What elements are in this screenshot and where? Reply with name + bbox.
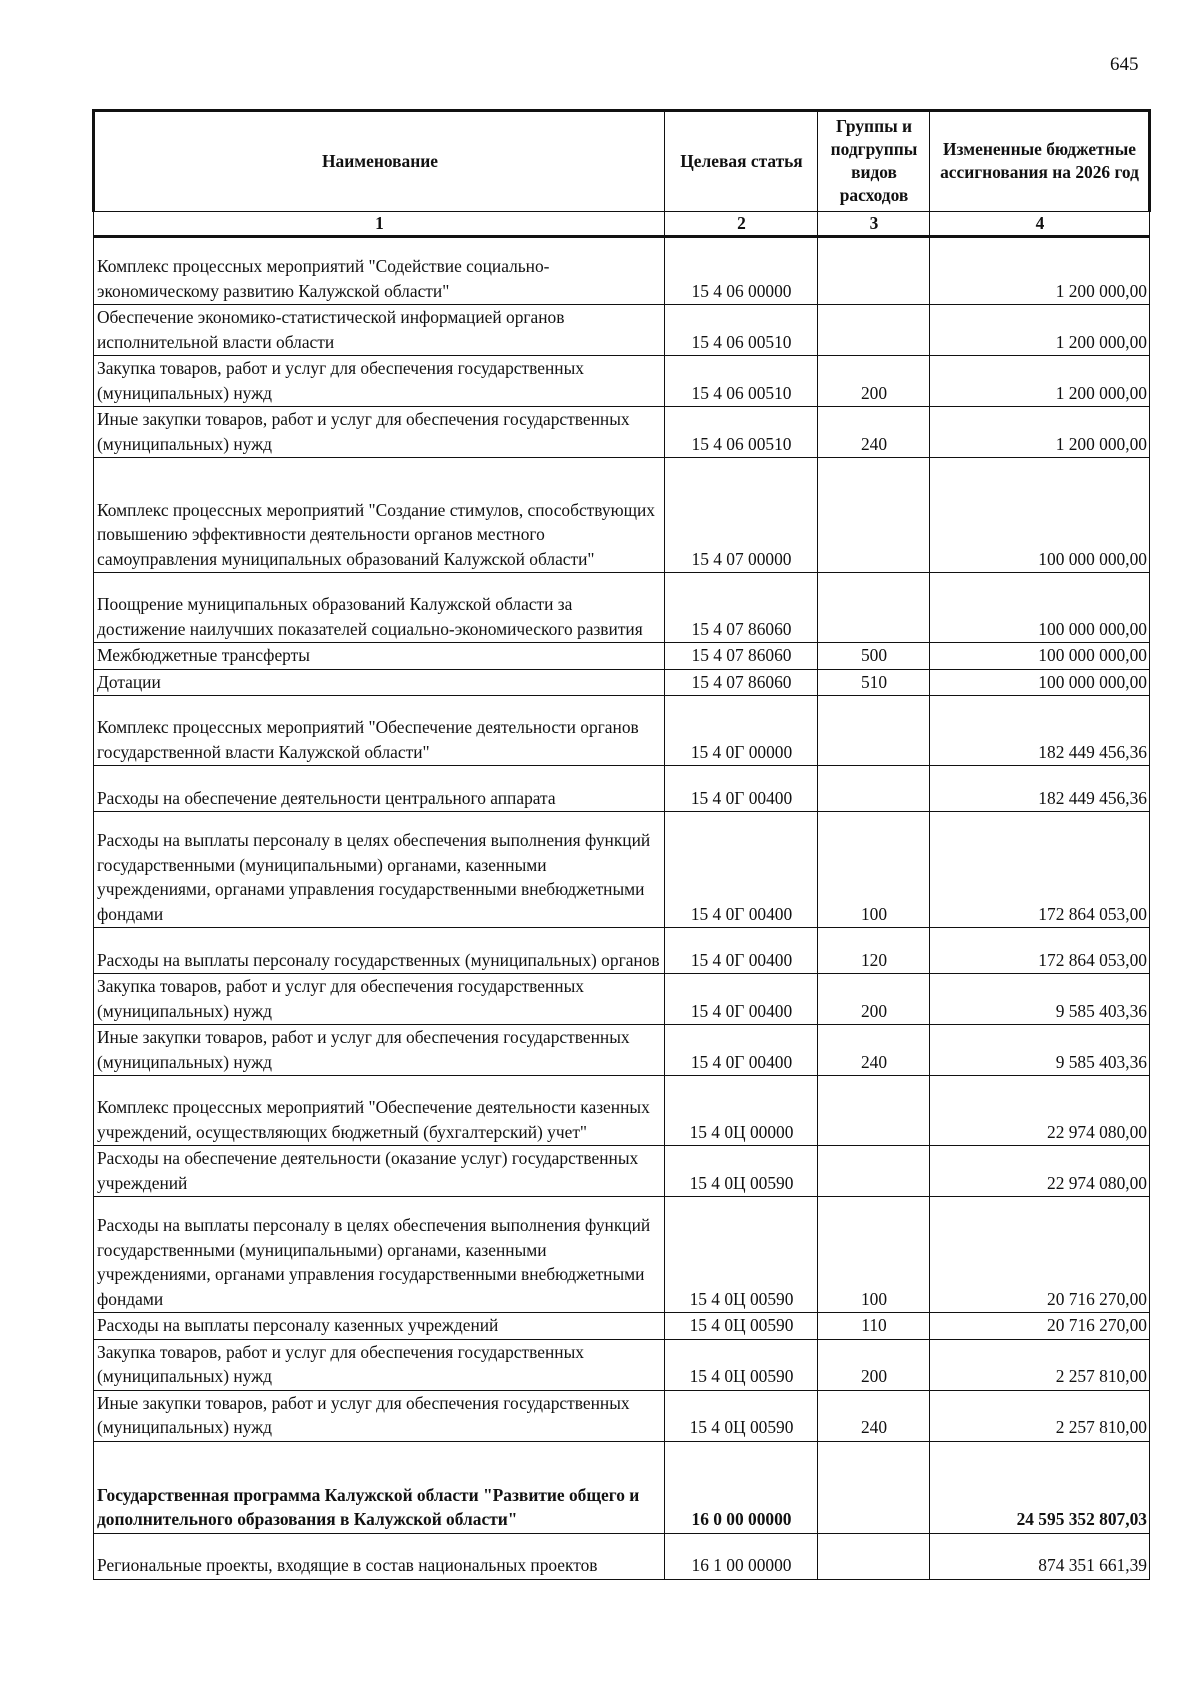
row-target-code: 15 4 0Г 00400: [665, 766, 818, 812]
row-expense-group: 100: [818, 1197, 930, 1313]
table-row: [94, 1313, 1150, 1340]
row-amount: 100 000 000,00: [930, 643, 1150, 670]
row-amount: 22 974 080,00: [930, 1076, 1150, 1146]
row-name: Расходы на выплаты персоналу казенных учреждений: [94, 1313, 665, 1340]
row-target-code: 15 4 06 00510: [665, 305, 818, 356]
row-expense-group: 240: [818, 1025, 930, 1076]
row-amount: 100 000 000,00: [930, 458, 1150, 573]
row-amount: 1 200 000,00: [930, 305, 1150, 356]
row-amount: 20 716 270,00: [930, 1313, 1150, 1340]
row-expense-group: [818, 573, 930, 643]
row-amount: 874 351 661,39: [930, 1533, 1150, 1579]
row-target-code: 15 4 0Г 00400: [665, 1025, 818, 1076]
row-amount: 1 200 000,00: [930, 237, 1150, 305]
row-target-code: 15 4 06 00000: [665, 237, 818, 305]
row-target-code: 15 4 0Ц 00590: [665, 1313, 818, 1340]
row-name: Региональные проекты, входящие в состав национальных проектов: [94, 1533, 665, 1579]
table-row: [94, 669, 1150, 696]
row-name: Иные закупки товаров, работ и услуг для обеспечения государственных (муниципальных) нужд: [94, 1390, 665, 1441]
column-number: 1: [94, 212, 665, 237]
table-row: [94, 1390, 1150, 1441]
table-column-numbers-row: [94, 212, 1150, 237]
table-row: [94, 1339, 1150, 1390]
table-row: [94, 1441, 1150, 1533]
row-amount: 1 200 000,00: [930, 407, 1150, 458]
row-expense-group: [818, 458, 930, 573]
row-name: Расходы на выплаты персоналу в целях обеспечения выполнения функций государственными (муниципальными) органами, казенными учреждениями, органами управления государственными внебюджетными фондами: [94, 1197, 665, 1313]
row-target-code: 15 4 0Ц 00000: [665, 1076, 818, 1146]
budget-table: [92, 109, 1151, 1580]
table-row: [94, 766, 1150, 812]
header-group: Группы и подгруппы видов расходов: [818, 111, 930, 212]
table-row: [94, 1146, 1150, 1197]
row-target-code: 15 4 0Ц 00590: [665, 1390, 818, 1441]
table-row: [94, 1533, 1150, 1579]
row-amount: 2 257 810,00: [930, 1390, 1150, 1441]
row-amount: 182 449 456,36: [930, 766, 1150, 812]
row-name: Расходы на обеспечение деятельности центрального аппарата: [94, 766, 665, 812]
table-row: [94, 407, 1150, 458]
row-target-code: 15 4 07 86060: [665, 669, 818, 696]
row-target-code: 15 4 0Г 00000: [665, 696, 818, 766]
row-target-code: 15 4 06 00510: [665, 356, 818, 407]
column-number: 3: [818, 212, 930, 237]
table-row: [94, 1025, 1150, 1076]
row-target-code: 15 4 07 86060: [665, 643, 818, 670]
row-name: Комплекс процессных мероприятий "Содействие социально-экономическому развитию Калужской области": [94, 237, 665, 305]
row-expense-group: 500: [818, 643, 930, 670]
row-amount: 172 864 053,00: [930, 928, 1150, 974]
row-name: Иные закупки товаров, работ и услуг для обеспечения государственных (муниципальных) нужд: [94, 1025, 665, 1076]
row-amount: 100 000 000,00: [930, 669, 1150, 696]
row-amount: 9 585 403,36: [930, 1025, 1150, 1076]
row-expense-group: [818, 1533, 930, 1579]
row-target-code: 16 0 00 00000: [665, 1441, 818, 1533]
row-expense-group: 200: [818, 974, 930, 1025]
row-name: Дотации: [94, 669, 665, 696]
row-name: Комплекс процессных мероприятий "Создание стимулов, способствующих повышению эффективности деятельности органов местного самоуправления муниципальных образований Калужской области": [94, 458, 665, 573]
row-target-code: 15 4 0Г 00400: [665, 928, 818, 974]
header-amount: Измененные бюджетные ассигнования на 2026 год: [930, 111, 1150, 212]
row-amount: 100 000 000,00: [930, 573, 1150, 643]
row-expense-group: 110: [818, 1313, 930, 1340]
header-name: Наименование: [94, 111, 665, 212]
row-name: Обеспечение экономико-статистической информацией органов исполнительной власти области: [94, 305, 665, 356]
row-name: Комплекс процессных мероприятий "Обеспечение деятельности казенных учреждений, осуществляющих бюджетный (бухгалтерский) учет": [94, 1076, 665, 1146]
row-expense-group: 120: [818, 928, 930, 974]
table-row: [94, 573, 1150, 643]
table-row: [94, 458, 1150, 573]
row-expense-group: 200: [818, 1339, 930, 1390]
row-expense-group: 100: [818, 812, 930, 928]
table-row: [94, 696, 1150, 766]
row-amount: 9 585 403,36: [930, 974, 1150, 1025]
row-amount: 20 716 270,00: [930, 1197, 1150, 1313]
table-row: [94, 974, 1150, 1025]
page-number: 645: [1110, 54, 1139, 75]
row-expense-group: [818, 1441, 930, 1533]
row-name: Поощрение муниципальных образований Калужской области за достижение наилучших показателей социально-экономического развития: [94, 573, 665, 643]
row-name: Расходы на выплаты персоналу государственных (муниципальных) органов: [94, 928, 665, 974]
table-row: [94, 643, 1150, 670]
table-row: [94, 1076, 1150, 1146]
row-name: Расходы на выплаты персоналу в целях обеспечения выполнения функций государственными (муниципальными) органами, казенными учреждениями, органами управления государственными внебюджетными фондами: [94, 812, 665, 928]
table-header-row: [94, 111, 1150, 212]
table-row: [94, 356, 1150, 407]
row-target-code: 16 1 00 00000: [665, 1533, 818, 1579]
row-expense-group: [818, 1146, 930, 1197]
header-target: Целевая статья: [665, 111, 818, 212]
table-row: [94, 305, 1150, 356]
row-amount: 24 595 352 807,03: [930, 1441, 1150, 1533]
row-target-code: 15 4 0Г 00400: [665, 812, 818, 928]
row-expense-group: 200: [818, 356, 930, 407]
table-row: [94, 928, 1150, 974]
row-name: Расходы на обеспечение деятельности (оказание услуг) государственных учреждений: [94, 1146, 665, 1197]
row-expense-group: [818, 237, 930, 305]
table-row: [94, 812, 1150, 928]
column-number: 2: [665, 212, 818, 237]
column-number: 4: [930, 212, 1150, 237]
row-amount: 182 449 456,36: [930, 696, 1150, 766]
row-target-code: 15 4 0Ц 00590: [665, 1146, 818, 1197]
row-target-code: 15 4 0Ц 00590: [665, 1197, 818, 1313]
row-name: Закупка товаров, работ и услуг для обеспечения государственных (муниципальных) нужд: [94, 974, 665, 1025]
row-expense-group: 240: [818, 1390, 930, 1441]
row-name: Государственная программа Калужской области "Развитие общего и дополнительного образования в Калужской области": [94, 1441, 665, 1533]
row-expense-group: 510: [818, 669, 930, 696]
row-amount: 1 200 000,00: [930, 356, 1150, 407]
row-expense-group: 240: [818, 407, 930, 458]
row-expense-group: [818, 696, 930, 766]
row-name: Закупка товаров, работ и услуг для обеспечения государственных (муниципальных) нужд: [94, 1339, 665, 1390]
row-name: Комплекс процессных мероприятий "Обеспечение деятельности органов государственной власти Калужской области": [94, 696, 665, 766]
table-body: [94, 237, 1150, 1580]
table-row: [94, 237, 1150, 305]
row-target-code: 15 4 0Г 00400: [665, 974, 818, 1025]
row-target-code: 15 4 0Ц 00590: [665, 1339, 818, 1390]
row-amount: 22 974 080,00: [930, 1146, 1150, 1197]
row-name: Межбюджетные трансферты: [94, 643, 665, 670]
row-target-code: 15 4 07 00000: [665, 458, 818, 573]
row-name: Закупка товаров, работ и услуг для обеспечения государственных (муниципальных) нужд: [94, 356, 665, 407]
row-amount: 2 257 810,00: [930, 1339, 1150, 1390]
table-row: [94, 1197, 1150, 1313]
row-name: Иные закупки товаров, работ и услуг для обеспечения государственных (муниципальных) нужд: [94, 407, 665, 458]
row-expense-group: [818, 766, 930, 812]
row-target-code: 15 4 06 00510: [665, 407, 818, 458]
row-expense-group: [818, 305, 930, 356]
row-expense-group: [818, 1076, 930, 1146]
row-amount: 172 864 053,00: [930, 812, 1150, 928]
row-target-code: 15 4 07 86060: [665, 573, 818, 643]
